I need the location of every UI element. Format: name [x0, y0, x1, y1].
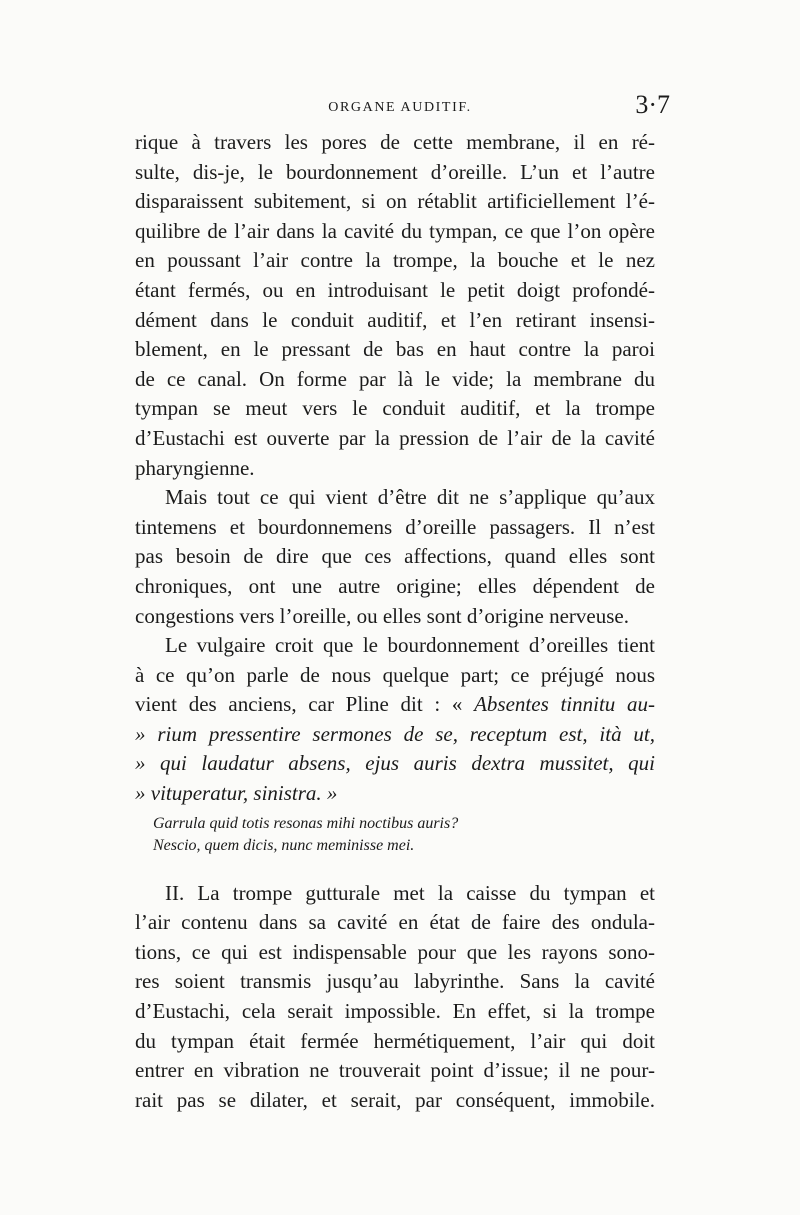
latin-quote: Absentes tinnitu au-	[474, 692, 655, 717]
text-line: Mais tout ce qui vient d’être dit ne s’applique qu’aux	[165, 485, 655, 510]
text-line: II. La trompe gutturale met la caisse du tympan et	[165, 880, 655, 905]
text-roman: vient des anciens, car Pline dit : «	[135, 692, 475, 717]
text-line: disparaissent subitement, si on rétablit artificiellement l’é-	[135, 189, 655, 214]
page-header	[130, 90, 670, 124]
text-line: pas besoin de dire que ces affections, quand elles sont	[135, 544, 655, 569]
text-line: tympan se meut vers le conduit auditif, et la trompe	[135, 396, 655, 421]
text-line: blement, en le pressant de bas en haut contre la paroi	[135, 337, 655, 362]
running-head: ORGANE AUDITIF.	[328, 100, 472, 115]
text-line: étant fermés, ou en introduisant le petit doigt profondé-	[135, 277, 655, 302]
section-gap	[135, 863, 655, 879]
paragraph-2	[135, 483, 655, 631]
text-line	[135, 690, 655, 720]
text-line: pharyngienne.	[135, 455, 255, 480]
text-line: sulte, dis-je, le bourdonnement d’oreille. L’un et l’autre	[135, 159, 655, 184]
body-text	[135, 128, 655, 1115]
text-line: d’Eustachi, cela serait impossible. En effet, si la trompe	[135, 999, 655, 1024]
latin-quote-line: » vituperatur, sinistra. »	[135, 781, 338, 806]
text-line: congestions vers l’oreille, ou elles sont d’origine nerveuse.	[135, 603, 629, 628]
paragraph-4	[135, 879, 655, 1116]
text-line: de ce canal. On forme par là le vide; la membrane du	[135, 366, 655, 391]
text-line: quilibre de l’air dans la cavité du tympan, ce que l’on opère	[135, 218, 655, 243]
verse-quotation	[153, 813, 655, 857]
text-line: du tympan était fermée hermétiquement, l’air qui doit	[135, 1028, 655, 1053]
text-line: à ce qu’on parle de nous quelque part; ce préjugé nous	[135, 662, 655, 687]
text-line: Le vulgaire croit que le bourdonnement d’oreilles tient	[165, 633, 655, 658]
text-line: tions, ce qui est indispensable pour que les rayons sono-	[135, 939, 655, 964]
verse-line: Nescio, quem dicis, nunc meminisse mei.	[153, 836, 415, 854]
text-line: en poussant l’air contre la trompe, la bouche et le nez	[135, 248, 655, 273]
text-line: res soient transmis jusqu’au labyrinthe. Sans la cavité	[135, 969, 655, 994]
latin-quote-line: » rium pressentire sermones de se, receptum est, ità ut,	[135, 721, 655, 746]
text-line: chroniques, ont une autre origine; elles dépendent de	[135, 573, 655, 598]
text-line: tintemens et bourdonnemens d’oreille passagers. Il n’est	[135, 514, 655, 539]
page-number: 3·7	[635, 90, 670, 119]
latin-quote-line: » qui laudatur absens, ejus auris dextra mussitet, qui	[135, 751, 655, 776]
paragraph-3	[135, 631, 655, 809]
text-line: rait pas se dilater, et serait, par conséquent, immobile.	[135, 1087, 655, 1112]
verse-line: Garrula quid totis resonas mihi noctibus auris?	[153, 814, 459, 832]
paragraph-1	[135, 128, 655, 483]
text-line: l’air contenu dans sa cavité en état de faire des ondula-	[135, 910, 655, 935]
text-line: entrer en vibration ne trouverait point d’issue; il ne pour-	[135, 1058, 655, 1083]
text-line: dément dans le conduit auditif, et l’en retirant insensi-	[135, 307, 655, 332]
text-line: d’Eustachi est ouverte par la pression de l’air de la cavité	[135, 425, 655, 450]
text-line: rique à travers les pores de cette membrane, il en ré-	[135, 130, 655, 154]
